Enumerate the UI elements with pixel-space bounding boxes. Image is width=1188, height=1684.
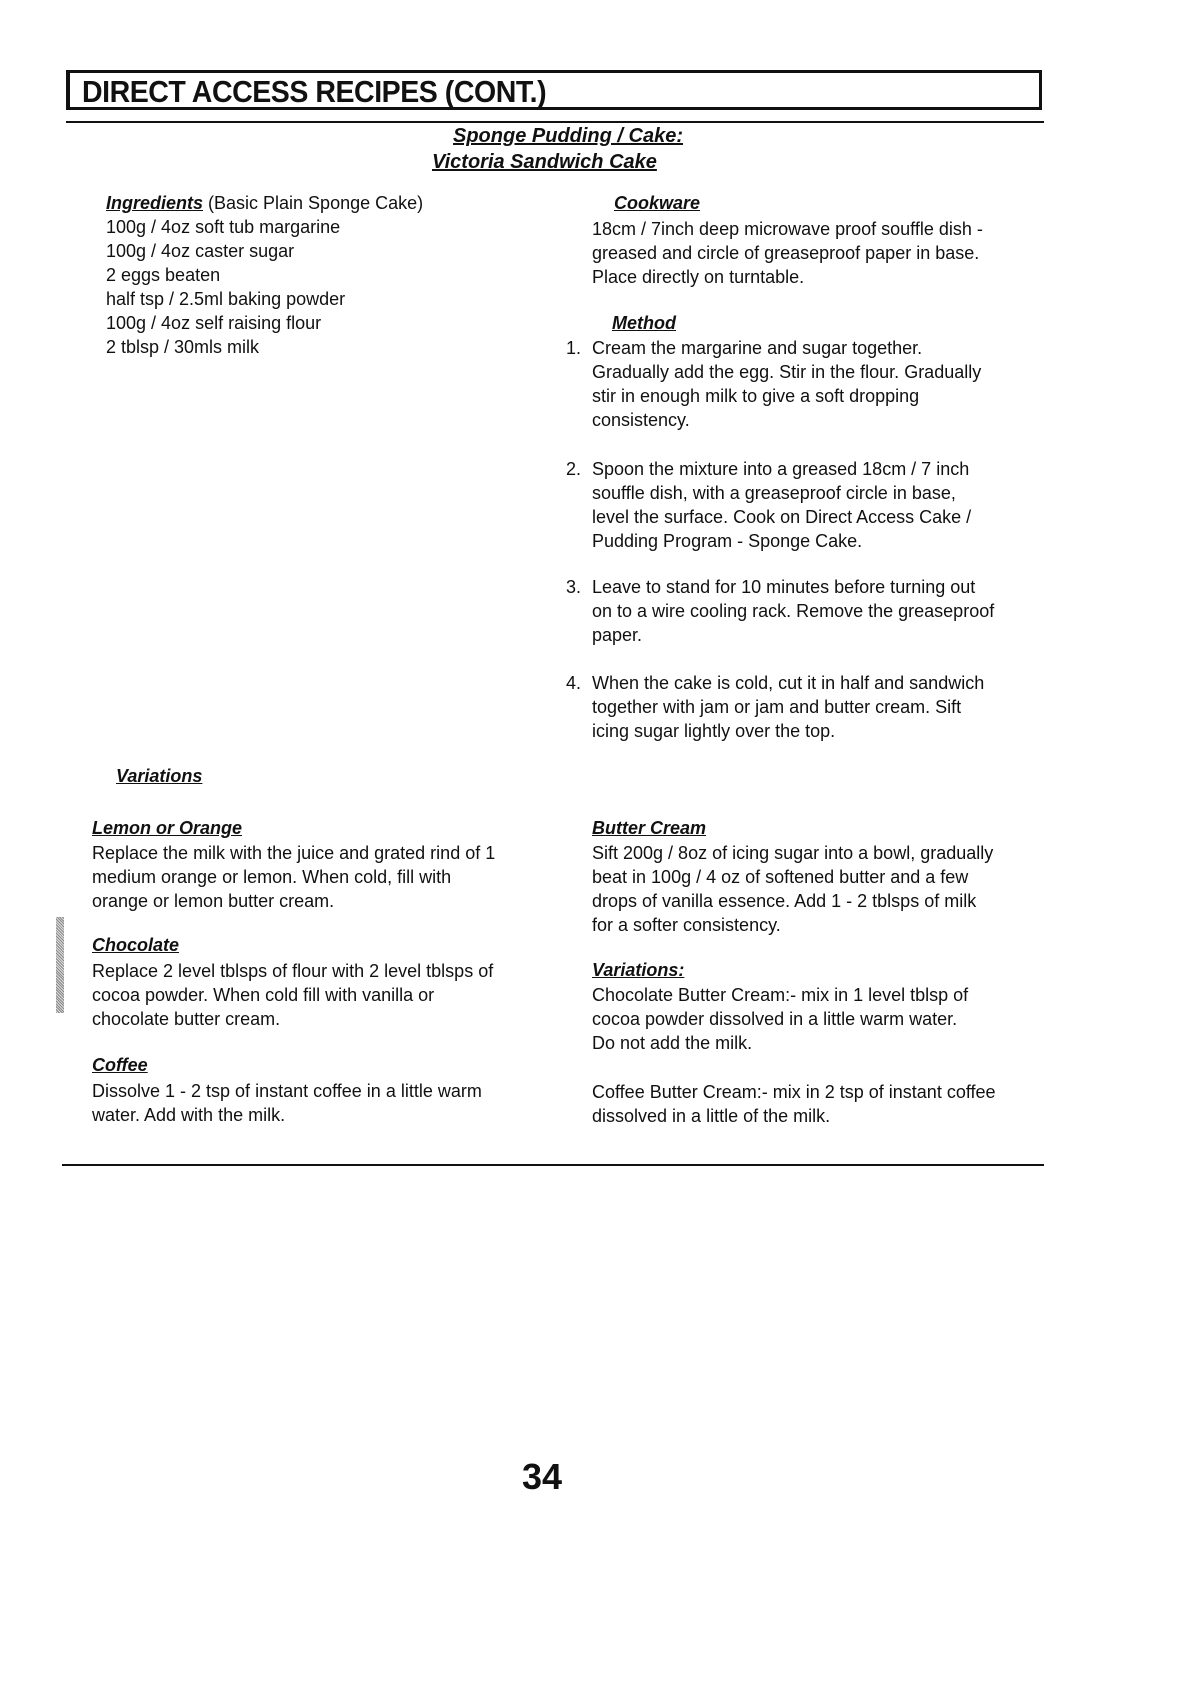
step-text <box>592 575 994 647</box>
text-line: Coffee Butter Cream:- mix in 2 tsp of instant coffee <box>592 1082 996 1102</box>
lemon-heading: Lemon or Orange <box>92 818 243 838</box>
text-line: Do not add the milk. <box>592 1033 753 1053</box>
text-line: Sift 200g / 8oz of icing sugar into a bowl, gradually <box>592 843 994 863</box>
cookware-text <box>592 217 983 289</box>
recipe-title-2: Victoria Sandwich Cake <box>432 151 657 173</box>
text-line: level the surface. Cook on Direct Access Cake / <box>592 507 972 527</box>
text-line: drops of vanilla essence. Add 1 - 2 tblsps of milk <box>592 891 977 911</box>
text-line: 2 eggs beaten <box>106 265 221 285</box>
variations-heading: Variations <box>116 766 203 786</box>
method-step <box>566 671 985 743</box>
text-line: together with jam or jam and butter cream. Sift <box>592 697 962 717</box>
ingredients-note: (Basic Plain Sponge Cake) <box>203 193 424 213</box>
text-line: Gradually add the egg. Stir in the flour. Gradually <box>592 362 982 382</box>
page-number: 34 <box>522 1456 563 1497</box>
text-line: paper. <box>592 625 643 645</box>
text-line: consistency. <box>592 410 690 430</box>
cookware-heading: Cookware <box>614 193 701 213</box>
text-line: Chocolate Butter Cream:- mix in 1 level tblsp of <box>592 985 969 1005</box>
text-line: dissolved in a little of the milk. <box>592 1106 831 1126</box>
chocolate-butter-cream-text <box>592 983 968 1055</box>
method-step <box>566 457 972 553</box>
text-line: souffle dish, with a greaseproof circle in base, <box>592 483 956 503</box>
chocolate-heading: Chocolate <box>92 935 180 955</box>
text-line: stir in enough milk to give a soft dropping <box>592 386 920 406</box>
butter-cream-variations-heading: Variations: <box>592 960 685 980</box>
text-line: Cream the margarine and sugar together. <box>592 338 923 358</box>
text-line: 18cm / 7inch deep microwave proof souffle dish - <box>592 219 983 239</box>
text-line: for a softer consistency. <box>592 915 781 935</box>
text-line: greased and circle of greaseproof paper in base. <box>592 243 980 263</box>
footer-rule <box>62 1164 1044 1166</box>
text-line: Place directly on turntable. <box>592 267 805 287</box>
text-line: 100g / 4oz self raising flour <box>106 313 322 333</box>
butter-cream-heading: Butter Cream <box>592 818 707 838</box>
text-line: icing sugar lightly over the top. <box>592 721 836 741</box>
text-line: beat in 100g / 4 oz of softened butter and a few <box>592 867 969 887</box>
text-line: Leave to stand for 10 minutes before turning out <box>592 577 976 597</box>
text-line: When the cake is cold, cut it in half and sandwich <box>592 673 985 693</box>
method-step <box>566 336 982 432</box>
text-line: chocolate butter cream. <box>92 1009 281 1029</box>
text-line: 100g / 4oz caster sugar <box>106 241 295 261</box>
header-rule <box>66 121 1044 123</box>
chocolate-text <box>92 959 493 1031</box>
ingredients-header <box>106 191 423 215</box>
step-text <box>592 671 984 743</box>
step-text <box>592 457 971 553</box>
text-line: Spoon the mixture into a greased 18cm / 7 inch <box>592 459 970 479</box>
text-line: Replace 2 level tblsps of flour with 2 level tblsps of <box>92 961 494 981</box>
step-number: 3. <box>566 577 582 597</box>
text-line: medium orange or lemon. When cold, fill with <box>92 867 452 887</box>
text-line: orange or lemon butter cream. <box>92 891 335 911</box>
coffee-text <box>92 1079 482 1127</box>
text-line: cocoa powder dissolved in a little warm water. <box>592 1009 958 1029</box>
text-line: water. Add with the milk. <box>92 1105 286 1125</box>
step-number: 2. <box>566 459 582 479</box>
ingredients-heading: Ingredients <box>106 193 204 213</box>
step-number: 1. <box>566 338 582 358</box>
method-heading: Method <box>612 313 676 333</box>
coffee-butter-cream-text <box>592 1080 996 1128</box>
text-line: cocoa powder. When cold fill with vanilla or <box>92 985 435 1005</box>
text-line: half tsp / 2.5ml baking powder <box>106 289 346 309</box>
lemon-text <box>92 841 495 913</box>
margin-pattern <box>56 917 64 1013</box>
title-box <box>66 70 1042 110</box>
step-text <box>592 336 981 432</box>
text-line: Pudding Program - Sponge Cake. <box>592 531 863 551</box>
coffee-heading: Coffee <box>92 1055 148 1075</box>
text-line: Replace the milk with the juice and grated rind of 1 <box>92 843 496 863</box>
recipe-title-1: Sponge Pudding / Cake: <box>453 125 684 147</box>
butter-cream-text <box>592 841 993 937</box>
text-line: Dissolve 1 - 2 tsp of instant coffee in a little warm <box>92 1081 482 1101</box>
text-line: on to a wire cooling rack. Remove the greaseproof <box>592 601 995 621</box>
page-title: DIRECT ACCESS RECIPES (CONT.) <box>82 74 547 109</box>
text-line: 100g / 4oz soft tub margarine <box>106 217 341 237</box>
method-step <box>566 575 995 647</box>
step-number: 4. <box>566 673 582 693</box>
text-line: 2 tblsp / 30mls milk <box>106 337 260 357</box>
ingredients-list <box>106 215 345 359</box>
